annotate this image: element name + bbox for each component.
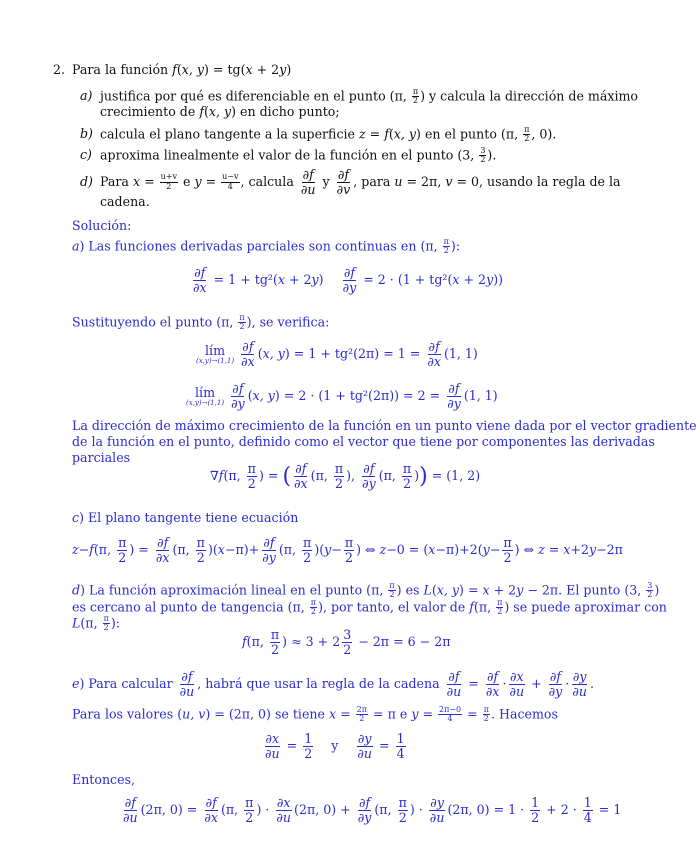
partials-equation: $\frac{\partial x}{\partial u}$ = $\frac{1}{2}$ y $\frac{\partial y}{\partial u}$ = $\frac{1}{4}$ <box>265 731 405 761</box>
solution-heading: Solución: <box>72 218 132 233</box>
solution-a-equation: $\frac{\partial f}{\partial x}$ = 1 + tg²(x + 2y) $\frac{\partial f}{\partial y}$ = 2 · (1 + tg²(x + 2y)) <box>193 265 504 295</box>
item-a-line1: justifica por qué es diferenciable en el punto (π, $\frac{\pi}{2}$ ) y calcula la dirección de máximo <box>100 87 639 106</box>
item-d-label: d) <box>80 174 93 189</box>
plane-equation: z−f(π, $\frac{\pi}{2}$ ) = $\frac{\partial f}{\partial x}$ (π, $\frac{\pi}{2}$ )(x−π)+ $\frac{\partial f}{\partial y}$ (π, $\frac{\pi}{2}$ )(y− $\frac{\pi}{2}$ ) ⇔ z−0 = (x−π)+2(y− $\frac{\pi}{2}$ ) ⇔ z = x+2y−2π <box>72 535 623 565</box>
problem-intro: Para la función f(x, y) = tg(x + 2y) <box>72 62 292 77</box>
limit-1: lím (x,y)→(1,1) $\frac{\partial f}{\partial x}$ (x, y) = 1 + tg²(2π) = 1 = $\frac{\partial f}{\partial x}$ (1, 1) <box>196 339 478 369</box>
solution-e-text: e) Para calcular $\frac{\partial f}{\partial u}$ , habrá que usar la regla de la cadena $\frac{\partial f}{\partial u}$ = $\frac{\partial f}{\partial x}$ · $\frac{\partial x}{\partial u}$ + $\frac{\partial f}{\partial y}$ · $\frac{\partial y}{\partial u}$ . <box>72 669 594 699</box>
item-d-line1: Para x = $\frac{u+v}{2}$ e y = $\frac{u-v}{4}$ , calcula $\frac{\partial f}{\partial u}$ y $\frac{\partial f}{\partial v}$ , para u = 2π, v = 0, usando la regla de la <box>100 167 621 197</box>
item-a-line2: crecimiento de f(x, y) en dicho punto; <box>100 104 340 119</box>
item-c-label: c) <box>80 147 92 162</box>
solution-d-line2: es cercano al punto de tangencia (π, $\frac{\pi}{2}$ ), por tanto, el valor de f(π, $\frac{\pi}{2}$ ) se puede aproximar con <box>72 598 667 617</box>
final-equation: $\frac{\partial f}{\partial u}$ (2π, 0) = $\frac{\partial f}{\partial x}$ (π, $\frac{\pi}{2}$ ) · $\frac{\partial x}{\partial u}$ (2π, 0) + $\frac{\partial f}{\partial y}$ (π, $\frac{\pi}{2}$ ) · $\frac{\partial y}{\partial u}$ (2π, 0) = 1 · $\frac{1}{2}$ + 2 · $\frac{1}{4}$ = 1 <box>123 795 622 825</box>
item-b-line1: calcula el plano tangente a la superficie z = f(x, y) en el punto (π, $\frac{\pi}{2}$ , 0). <box>100 125 557 144</box>
direction-text-3: parciales <box>72 450 131 465</box>
solution-d-line1: d) La función aproximación lineal en el punto (π, $\frac{\pi}{2}$ ) es L(x, y) = x + 2y − 2π. El punto (3, $\frac{3}{2}$ ) <box>72 581 660 600</box>
item-d-line2: cadena. <box>100 194 150 209</box>
solution-d-line3: L(π, $\frac{\pi}{2}$ ): <box>72 614 121 633</box>
substitution-text: Sustituyendo el punto (π, $\frac{\pi}{2}$ ), se verifica: <box>72 313 330 332</box>
item-a-label: a) <box>80 88 93 103</box>
item-c-line1: aproxima linealmente el valor de la función en el punto (3, $\frac{3}{2}$ ). <box>100 146 497 165</box>
solution-c-text: c) El plano tangente tiene ecuación <box>72 510 299 525</box>
problem-number: 2. <box>53 62 66 77</box>
values-text: Para los valores (u, v) = (2π, 0) se tiene x = $\frac{2\pi}{2}$ = π e y = $\frac{2\pi-0}{4}$ = $\frac{\pi}{2}$ . Hacemos <box>72 705 558 724</box>
direction-text-2: de la función en el punto, definido como el vector que tiene por componentes las derivadas <box>72 434 655 449</box>
then-text: Entonces, <box>72 772 136 787</box>
limit-2: lím (x,y)→(1,1) $\frac{\partial f}{\partial y}$ (x, y) = 2 · (1 + tg²(2π)) = 2 = $\frac{\partial f}{\partial y}$ (1, 1) <box>186 381 498 411</box>
approximation-equation: f(π, $\frac{\pi}{2}$ ) ≈ 3 + 2 $\frac{3}{2}$ − 2π = 6 − 2π <box>242 627 451 657</box>
gradient-equation: ∇f(π, $\frac{\pi}{2}$ ) = ( $\frac{\partial f}{\partial x}$ (π, $\frac{\pi}{2}$ ), $\frac{\partial f}{\partial y}$ (π, $\frac{\pi}{2}$ )) = (1, 2) <box>210 461 481 491</box>
item-b-label: b) <box>80 126 93 141</box>
solution-a-text: a) Las funciones derivadas parciales son continuas en (π, $\frac{\pi}{2}$ ): <box>72 237 461 256</box>
direction-text-1: La dirección de máximo crecimiento de la función en un punto viene dada por el vector gradiente <box>72 418 697 433</box>
